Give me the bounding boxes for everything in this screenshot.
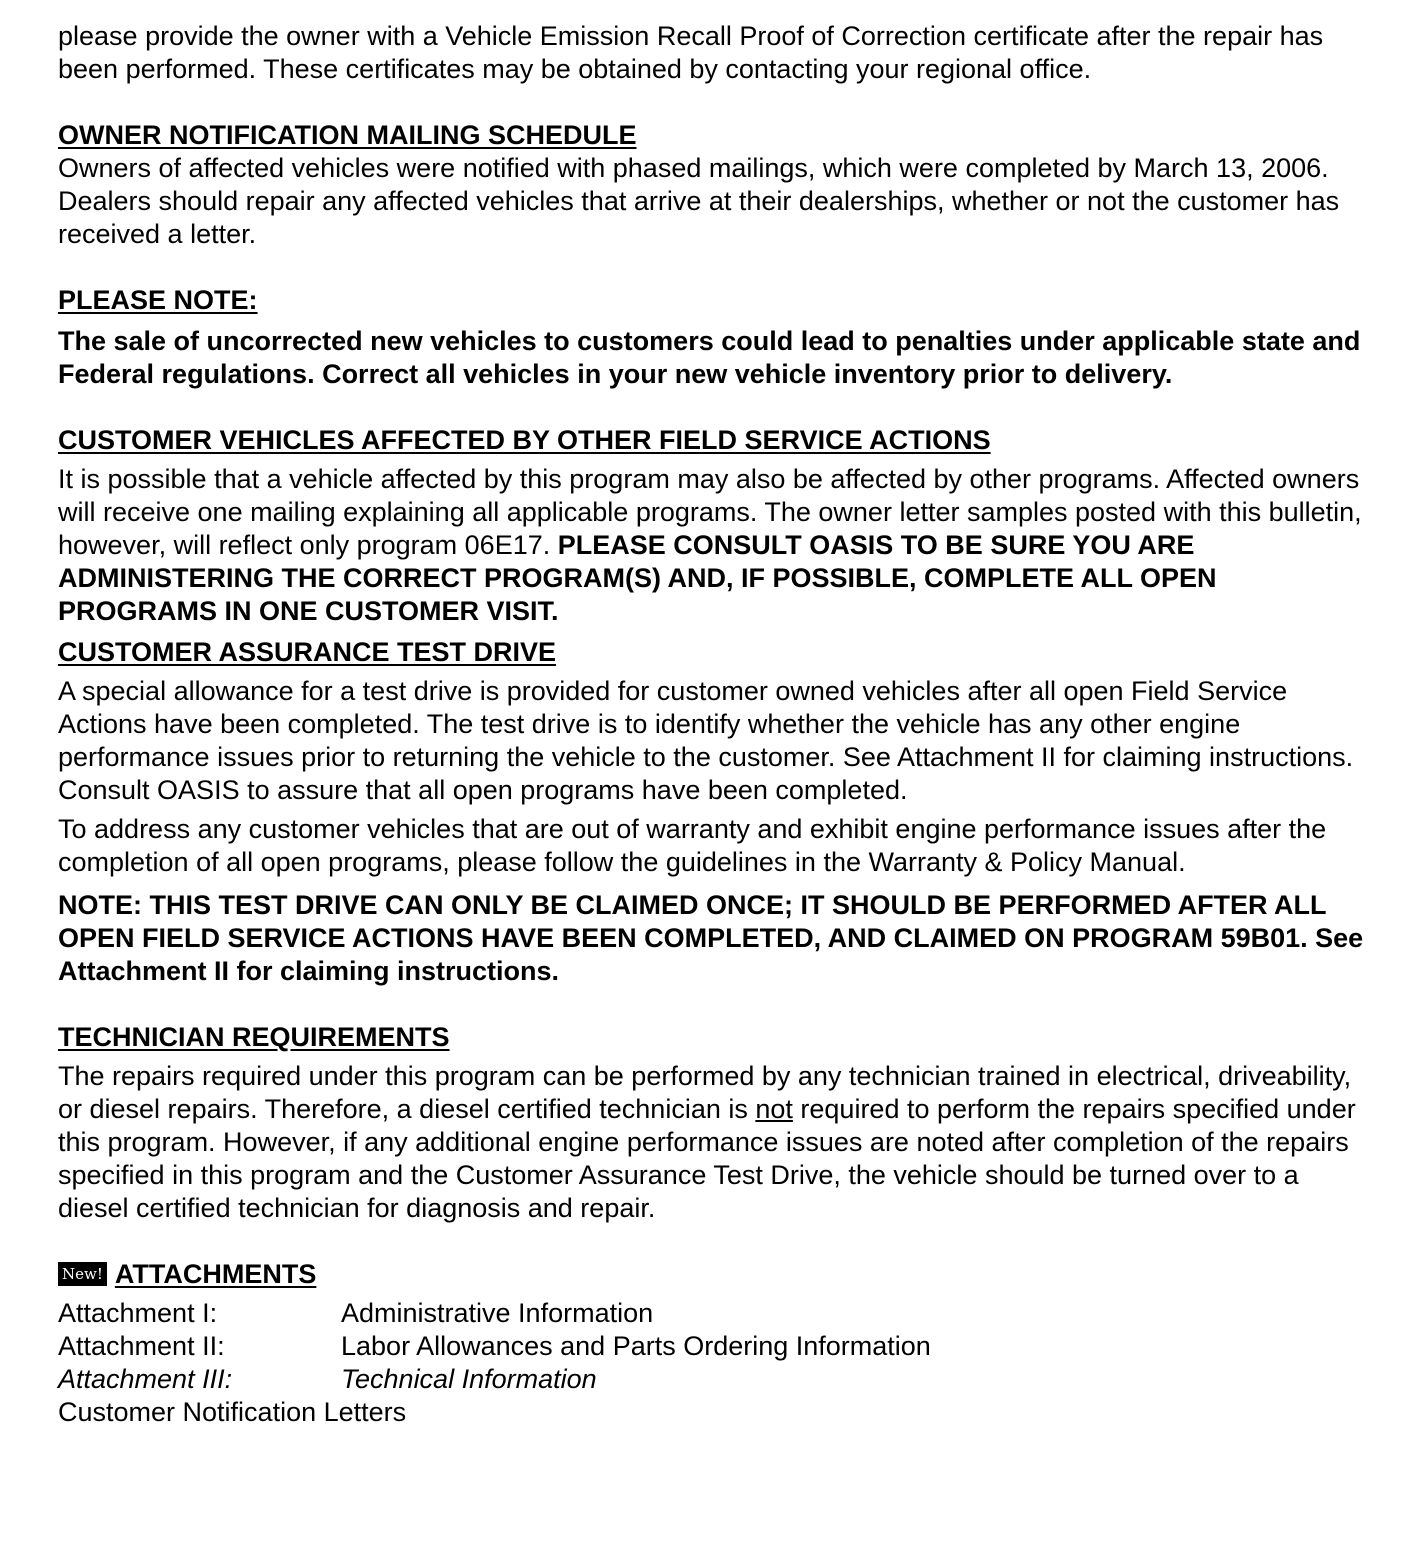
attachment-value: Labor Allowances and Parts Ordering Information <box>341 1331 931 1361</box>
technician-paragraph <box>58 1060 1368 1225</box>
technician-text-before: The repairs required under this program can be performed by any technician trained in electrical, driveability, or diesel repairs. Therefore, a diesel certified technician is <box>58 1061 1352 1124</box>
test-drive-heading: CUSTOMER ASSURANCE TEST DRIVE <box>58 637 557 667</box>
other-actions-emphasis: PLEASE CONSULT OASIS TO BE SURE YOU ARE ADMINISTERING THE CORRECT PROGRAM(S) AND, IF POSSIBLE, COMPLETE ALL OPEN PROGRAMS IN ONE CUSTOMER VISIT. <box>58 530 1217 626</box>
please-note-heading: PLEASE NOTE: <box>58 285 258 315</box>
other-actions-paragraph <box>58 463 1368 628</box>
technician-heading: TECHNICIAN REQUIREMENTS <box>58 1022 450 1052</box>
attachment-key: Attachment III: <box>58 1364 233 1394</box>
mailing-heading: OWNER NOTIFICATION MAILING SCHEDULE <box>58 120 637 150</box>
attachment-row-3 <box>58 1363 1368 1396</box>
attachment-value: Technical Information <box>341 1364 597 1394</box>
attachments-heading-row <box>58 1258 1368 1291</box>
attachment-row-2 <box>58 1330 1368 1363</box>
attachments-footer: Customer Notification Letters <box>58 1397 407 1427</box>
test-drive-paragraph-2: To address any customer vehicles that are out of warranty and exhibit engine performance issues after the completion of all open programs, please follow the guidelines in the Warranty & Policy Manual. <box>58 814 1327 877</box>
intro-paragraph: please provide the owner with a Vehicle Emission Recall Proof of Correction certificate after the repair has been performed. These certificates may be obtained by contacting your regional office. <box>58 21 1324 84</box>
attachment-key: Attachment I: <box>58 1298 218 1328</box>
document-page <box>58 20 1368 1429</box>
attachment-value: Administrative Information <box>341 1298 654 1328</box>
attachments-heading: ATTACHMENTS <box>114 1259 317 1289</box>
attachment-row-1 <box>58 1297 1368 1330</box>
test-drive-note: NOTE: THIS TEST DRIVE CAN ONLY BE CLAIMED ONCE; IT SHOULD BE PERFORMED AFTER ALL OPEN FIELD SERVICE ACTIONS HAVE BEEN COMPLETED, AND CLAIMED ON PROGRAM 59B01. See Attachment II for claiming instructions. <box>58 890 1364 986</box>
technician-text-after: required to perform the repairs specified under this program. However, if any additional engine performance issues are noted after completion of the repairs specified in this program and the Customer Assurance Test Drive, the vehicle should be turned over to a diesel certified technician for diagnosis and repair. <box>58 1094 1356 1223</box>
please-note-paragraph: The sale of uncorrected new vehicles to customers could lead to penalties under applicable state and Federal regulations. Correct all vehicles in your new vehicle inventory prior to delivery. <box>58 326 1361 389</box>
mailing-paragraph: Owners of affected vehicles were notified with phased mailings, which were completed by March 13, 2006. Dealers should repair any affected vehicles that arrive at their dealerships, whether or not the customer has received a letter. <box>58 153 1340 249</box>
test-drive-paragraph-1: A special allowance for a test drive is provided for customer owned vehicles after all open Field Service Actions have been completed. The test drive is to identify whether the vehicle has any other engine performance issues prior to returning the vehicle to the customer. See Attachment II for claiming instructions. Consult OASIS to assure that all open programs have been completed. <box>58 676 1354 805</box>
new-badge: New! <box>58 1262 107 1286</box>
other-actions-text: It is possible that a vehicle affected by this program may also be affected by other programs. Affected owners will receive one mailing explaining all applicable programs. The owner letter samples posted with this bulletin, however, will reflect only program 06E17. <box>58 464 1362 560</box>
technician-underlined-not: not <box>755 1094 793 1124</box>
attachment-key: Attachment II: <box>58 1331 225 1361</box>
other-actions-heading: CUSTOMER VEHICLES AFFECTED BY OTHER FIELD SERVICE ACTIONS <box>58 425 991 455</box>
